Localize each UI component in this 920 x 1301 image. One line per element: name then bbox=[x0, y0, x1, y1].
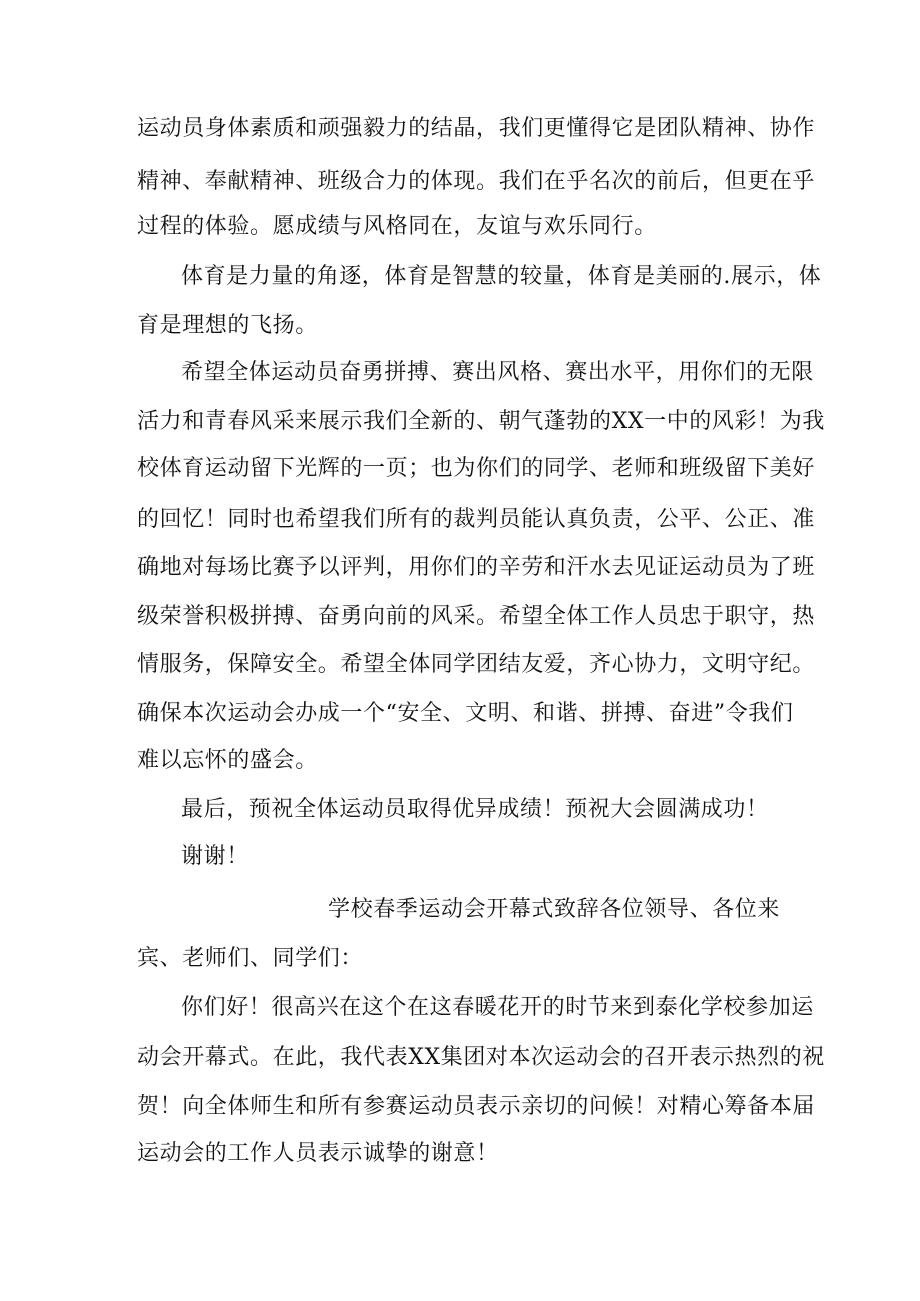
section-heading-line: 学校春季运动会开幕式致辞各位领导、各位来 bbox=[328, 897, 781, 922]
text-line: 情服务，保障安全。希望全体同学团结友爱，齐心协力，文明守纪。 bbox=[137, 652, 816, 677]
text-line: 校体育运动留下光辉的一页；也为你们的同学、老师和班级留下美好 bbox=[137, 456, 816, 481]
paragraph-start-line: 希望全体运动员奋勇拼搏、赛出风格、赛出水平，用你们的无限 bbox=[181, 360, 814, 385]
text-line: 宾、老师们、同学们： bbox=[137, 946, 364, 971]
text-line: 运动员身体素质和顽强毅力的结晶，我们更懂得它是团队精神、协作 bbox=[137, 116, 816, 141]
paragraph-start-line: 谢谢！ bbox=[181, 844, 249, 869]
text-line: 动会开幕式。在此，我代表XX集团对本次运动会的召开表示热烈的祝 bbox=[137, 1045, 825, 1070]
text-line: 育是理想的飞扬。 bbox=[137, 313, 318, 338]
text-line: 运动会的工作人员表示诚挚的谢意！ bbox=[137, 1141, 499, 1166]
paragraph-start-line: 最后，预祝全体运动员取得优异成绩！预祝大会圆满成功！ bbox=[181, 797, 769, 822]
paragraph-start-line: 你们好！很高兴在这个在这春暖花开的时节来到泰化学校参加运 bbox=[181, 995, 814, 1020]
text-line: 难以忘怀的盛会。 bbox=[137, 748, 318, 773]
text-line: 确地对每场比赛予以评判，用你们的辛劳和汗水去见证运动员为了班 bbox=[137, 555, 816, 580]
text-line: 级荣誉积极拼搏、奋勇向前的风采。希望全体工作人员忠于职守，热 bbox=[137, 604, 816, 629]
text-line: 精神、奉献精神、班级合力的体现。我们在乎名次的前后，但更在乎 bbox=[137, 169, 816, 194]
text-line: 活力和青春风采来展示我们全新的、朝气蓬勃的XX一中的风彩！为我 bbox=[137, 409, 825, 434]
paragraph-start-line: 体育是力量的角逐，体育是智慧的较量，体育是美丽的.展示，体 bbox=[181, 264, 822, 289]
text-line: 确保本次运动会办成一个“安全、文明、和谐、拼搏、奋进”令我们 bbox=[137, 701, 794, 726]
text-line: 的回忆！同时也希望我们所有的裁判员能认真负责，公平、公正、准 bbox=[137, 507, 816, 532]
text-line: 贺！向全体师生和所有参赛运动员表示亲切的问候！对精心筹备本届 bbox=[137, 1094, 816, 1119]
text-line: 过程的体验。愿成绩与风格同在，友谊与欢乐同行。 bbox=[137, 214, 657, 239]
